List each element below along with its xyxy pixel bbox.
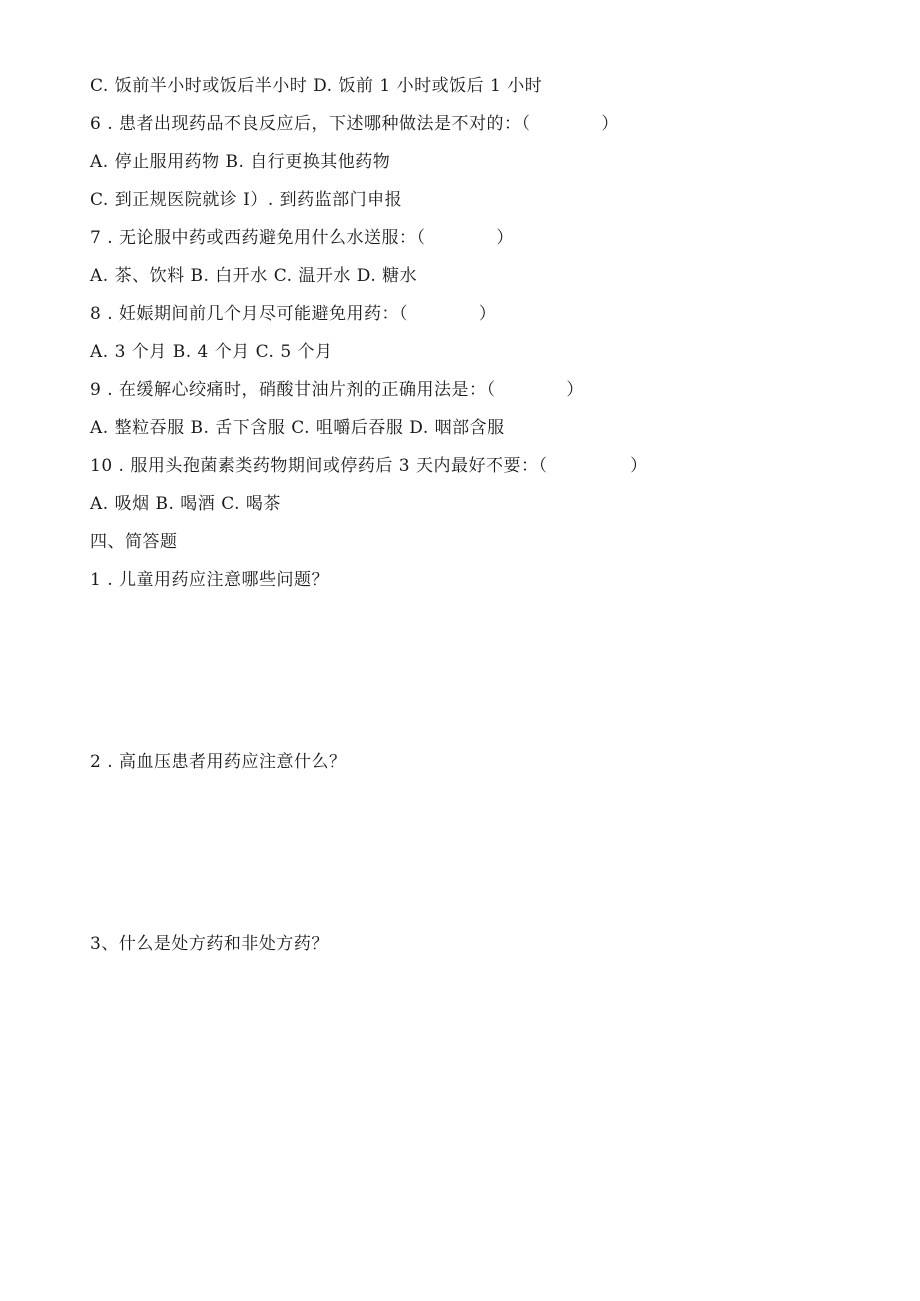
short-answer-1: 1 . 儿童用药应注意哪些问题？ [90, 570, 330, 590]
section-heading: 四、简答题 [90, 532, 178, 552]
option-line-8: A. 3 个月 B. 4 个月 C. 5 个月 [90, 342, 333, 362]
option-line-9: A. 整粒吞服 B. 舌下含服 C. 咀嚼后吞服 D. 咽部含服 [90, 418, 505, 438]
option-line-6ab: A. 停止服用药物 B. 自行更换其他药物 [90, 152, 391, 172]
option-line-7: A. 茶、饮料 B. 白开水 C. 温开水 D. 糖水 [90, 266, 418, 286]
short-answer-3: 3、什么是处方药和非处方药？ [90, 934, 329, 954]
question-6: 6 . 患者出现药品不良反应后，下述哪种做法是不对的：（ ） [90, 114, 619, 134]
question-9: 9 . 在缓解心绞痛时，硝酸甘油片剂的正确用法是：（ ） [90, 380, 584, 400]
option-line-10: A. 吸烟 B. 喝酒 C. 喝茶 [90, 494, 281, 514]
option-line-6cd: C. 到正规医院就诊 I）. 到药监部门申报 [90, 190, 403, 210]
short-answer-2: 2 . 高血压患者用药应注意什么？ [90, 752, 347, 772]
question-10: 10 . 服用头孢菌素类药物期间或停药后 3 天内最好不要：（ ） [90, 456, 648, 476]
question-7: 7 . 无论服中药或西药避免用什么水送服：（ ） [90, 228, 514, 248]
option-line-5c: C. 饭前半小时或饭后半小时 D. 饭前 1 小时或饭后 1 小时 [90, 76, 543, 96]
question-8: 8 . 妊娠期间前几个月尽可能避免用药：（ ） [90, 304, 497, 324]
